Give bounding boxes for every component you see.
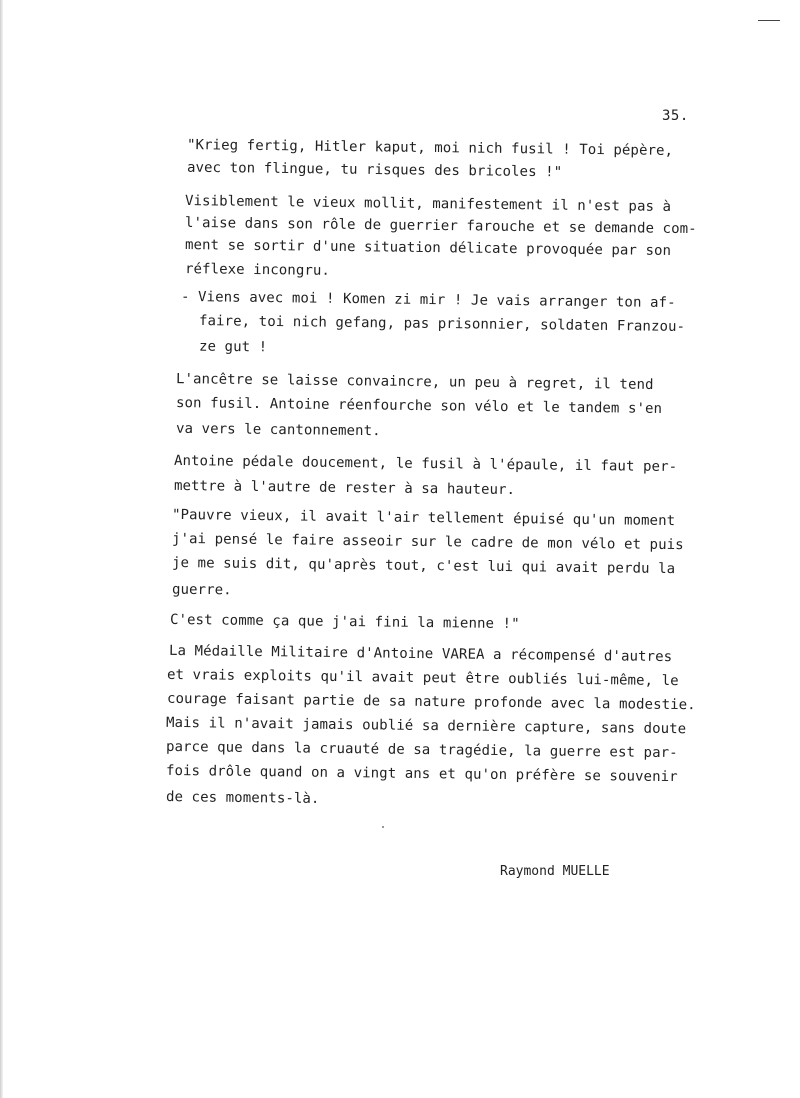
corner-mark (758, 20, 780, 21)
page-number: 35. (662, 108, 689, 124)
text-line: "Pauvre vieux, il avait l'air tellement épuisé qu'un moment (171, 506, 676, 530)
text-line: faire, toi nich gefang, pas prisonnier, soldaten Franzou- (198, 313, 686, 335)
text-line: ze gut ! (198, 338, 268, 356)
text-line: La Médaille Militaire d'Antoine VAREA a récompensé d'autres (168, 642, 673, 666)
text-line: et vrais exploits qu'il avait peut être oubliés lui-même, le (166, 666, 679, 690)
dust-speck (382, 826, 384, 828)
scan-edge (0, 0, 3, 1098)
text-line: fois drôle quand on a vingt ans et qu'on préfère se souvenir (165, 762, 678, 786)
text-line: - Viens avec moi ! Komen zi mir ! Je vais arranger ton af- (180, 288, 676, 312)
text-line: ment se sortir d'une situation délicate provoquée par son (184, 237, 672, 259)
text-line: Antoine pédale doucement, le fusil à l'épaule, il faut per- (173, 452, 678, 476)
text-line: je me suis dit, qu'après tout, c'est lui qui avait perdu la (171, 554, 676, 578)
text-line: avec ton flingue, tu risques des bricoles !" (186, 159, 563, 181)
text-line: courage faisant partie de sa nature profonde avec la modestie. (166, 690, 696, 714)
text-line: parce que dans la cruauté de sa tragédie, la guerre est par- (165, 738, 678, 762)
text-line: l'aise dans son rôle de guerrier farouche et se demande com- (184, 214, 697, 238)
text-line: de ces moments-là. (165, 789, 320, 807)
text-line: j'ai pensé le faire asseoir sur le cadre de mon vélo et puis (171, 530, 684, 554)
text-line: mettre à l'autre de rester à sa hauteur. (173, 477, 516, 499)
text-line: va vers le cantonnement. (175, 420, 381, 440)
text-line: son fusil. Antoine réenfourche son vélo et le tandem s'en (175, 395, 663, 417)
text-line: réflexe incongru. (184, 261, 331, 279)
text-line: "Krieg fertig, Hitler kaput, moi nich fusil ! Toi pépère, (186, 137, 674, 159)
text-line: Mais il n'avait jamais oublié sa dernière capture, sans doute (165, 714, 687, 738)
text-line: guerre. (171, 581, 232, 599)
signature: Raymond MUELLE (500, 864, 610, 879)
text-line: Visiblement le vieux mollit, manifestement il n'est pas à (184, 193, 672, 215)
text-line: C'est comme ça que j'ai fini la mienne !" (169, 611, 520, 633)
text-line: L'ancêtre se laisse convaincre, un peu à regret, il tend (175, 371, 654, 393)
